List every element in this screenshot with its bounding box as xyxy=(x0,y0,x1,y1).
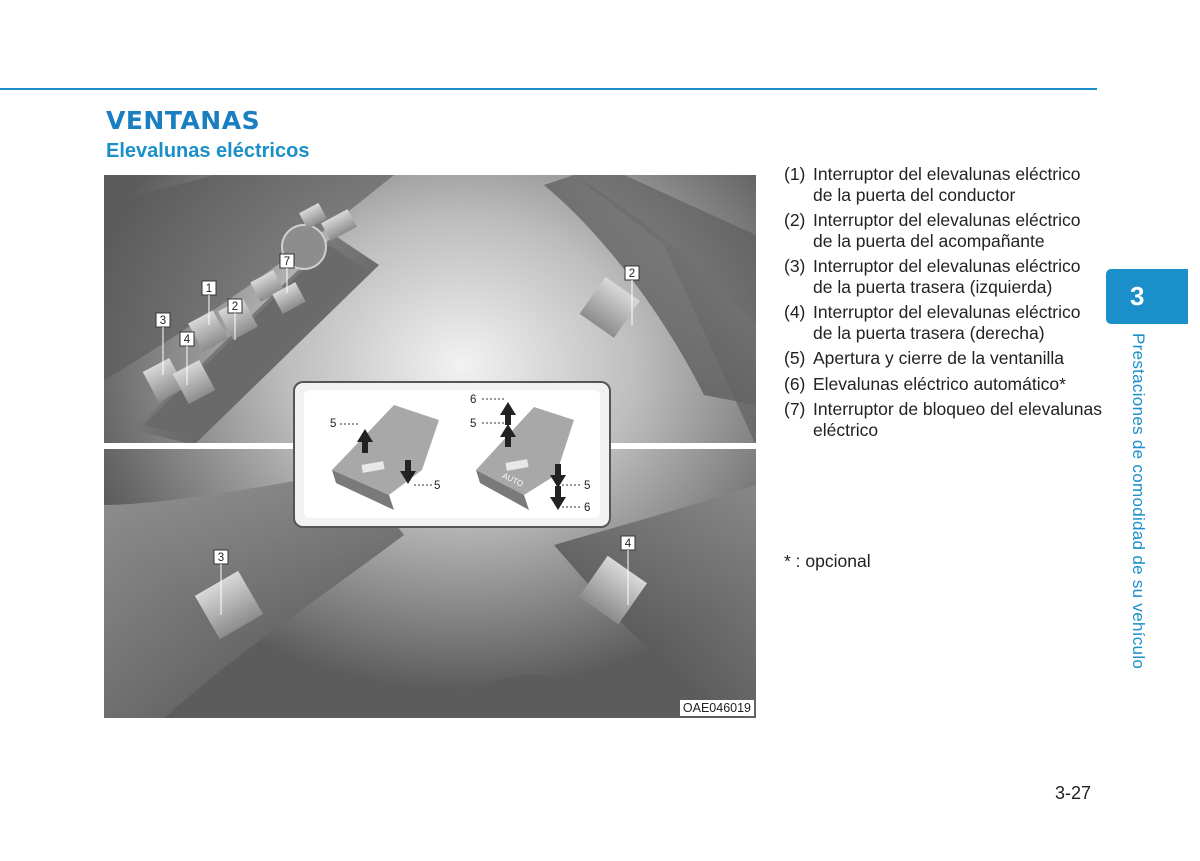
item-text: Interruptor de bloqueo del elevalunas eléctrico xyxy=(813,399,1102,440)
figure-code: OAE046019 xyxy=(680,700,754,716)
list-item xyxy=(784,164,1104,205)
sub-title: Elevalunas eléctricos xyxy=(106,140,310,162)
auto-label: AUTO xyxy=(500,471,525,489)
chapter-number: 3 xyxy=(1130,281,1145,311)
callout-3 xyxy=(156,313,170,375)
callout-3-bottom xyxy=(214,550,228,615)
callout-1 xyxy=(202,281,216,325)
svg-text:4: 4 xyxy=(624,538,632,550)
page-number: 3-27 xyxy=(1055,783,1092,803)
svg-text:2: 2 xyxy=(628,268,636,280)
item-number: (6) xyxy=(784,373,806,394)
list-item xyxy=(784,399,1104,440)
item-text: Interruptor del elevalunas eléctrico de la puerta del conductor xyxy=(813,164,1081,205)
callout-4 xyxy=(180,332,194,385)
item-text: Elevalunas eléctrico automático* xyxy=(813,373,1066,394)
item-text: Apertura y cierre de la ventanilla xyxy=(813,348,1064,368)
callout-2-right xyxy=(625,266,639,325)
chapter-tab xyxy=(1106,269,1188,324)
chapter-title: Prestaciones de comodidad de su vehículo xyxy=(1129,333,1148,670)
item-number: (5) xyxy=(784,348,806,368)
list-item xyxy=(784,348,1104,369)
svg-text:3: 3 xyxy=(217,552,225,564)
inset-label-5b: 5 xyxy=(434,480,441,492)
item-text: Interruptor del elevalunas eléctrico de la puerta trasera (izquierda) xyxy=(813,256,1081,297)
item-number: (2) xyxy=(784,210,806,230)
section-title: VENTANAS xyxy=(106,106,261,135)
list-item xyxy=(784,374,1104,395)
inset-label-6a: 6 xyxy=(470,394,477,406)
list-item xyxy=(784,256,1104,297)
item-number: (7) xyxy=(784,399,806,419)
item-text: Interruptor del elevalunas eléctrico de la puerta trasera (derecha) xyxy=(813,302,1081,343)
inset-label-5a: 5 xyxy=(330,418,337,430)
item-text: Interruptor del elevalunas eléctrico de la puerta del acompañante xyxy=(813,210,1081,251)
callout-4-bottom xyxy=(621,536,635,605)
item-number: (3) xyxy=(784,256,806,276)
description-list xyxy=(784,164,1104,445)
callout-2 xyxy=(228,299,242,340)
list-item xyxy=(784,210,1104,251)
callout-layer xyxy=(104,175,756,718)
svg-text:2: 2 xyxy=(231,301,239,313)
inset-label-5c: 5 xyxy=(470,418,477,430)
list-item xyxy=(784,302,1104,343)
footnote: * : opcional xyxy=(784,551,871,571)
top-rule xyxy=(0,88,1097,90)
inset-label-6b: 6 xyxy=(584,502,591,514)
svg-text:1: 1 xyxy=(205,283,213,295)
svg-text:7: 7 xyxy=(283,256,291,268)
svg-text:3: 3 xyxy=(159,315,167,327)
svg-text:4: 4 xyxy=(183,334,191,346)
item-number: (4) xyxy=(784,302,806,322)
callout-7 xyxy=(280,254,294,293)
power-window-figure xyxy=(104,175,756,718)
inset-label-5d: 5 xyxy=(584,480,591,492)
item-number: (1) xyxy=(784,164,806,184)
